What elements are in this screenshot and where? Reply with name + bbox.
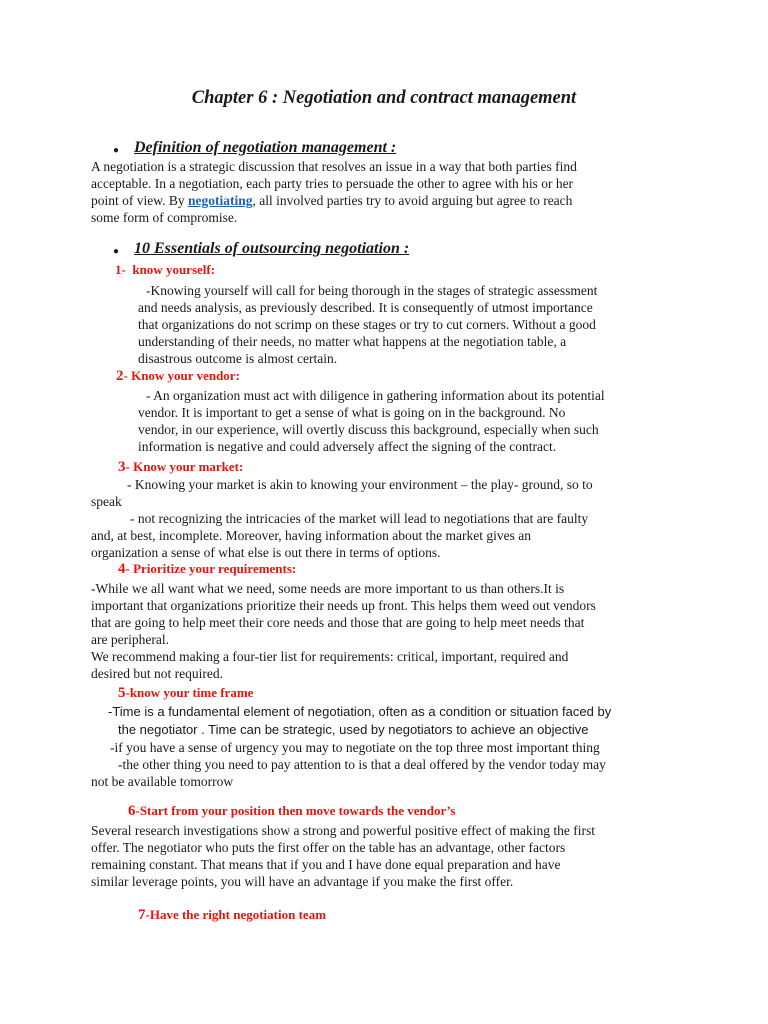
item-4-line-6: desired but not required. (91, 666, 223, 681)
item-6-number: 6 (128, 803, 136, 819)
item-6-line-1: Several research investigations show a strong and powerful positive effect of making the first (91, 823, 595, 838)
item-4-line-1: -While we all want what we need, some needs are more important to us than others.It is (91, 581, 565, 596)
item-3-number: 3 (118, 459, 126, 475)
definition-line-2: acceptable. In a negotiation, each party tries to persuade the other to agree with his or her (91, 176, 574, 191)
definition-line-3 (91, 192, 572, 209)
item-4-line-3: that are going to help meet their core needs and those that are going to help meet needs that (91, 615, 585, 630)
item-3-line-2: speak (91, 494, 122, 509)
item-6-heading (128, 803, 455, 820)
item-4-heading (118, 561, 296, 578)
item-3-heading (118, 459, 243, 476)
item-5-heading (118, 685, 253, 702)
item-5-line-5: not be available tomorrow (91, 774, 234, 789)
item-7-number: 7 (138, 907, 146, 923)
item-2-line-1: - An organization must act with diligence in gathering information about its potential (146, 388, 605, 403)
page-title: Chapter 6 : Negotiation and contract management (191, 88, 577, 108)
item-5-line-4: -the other thing you need to pay attention to is that a deal offered by the vendor today may (118, 757, 606, 772)
item-2-line-4: information is negative and could adversely affect the signing of the contract. (138, 439, 557, 454)
item-5-line-2: the negotiator . Time can be strategic, used by negotiators to achieve an objective (118, 722, 589, 737)
negotiating-link[interactable]: negotiating (188, 193, 253, 208)
item-7-label: -Have the right negotiation team (145, 907, 327, 922)
section-heading-definition: Definition of negotiation management : (134, 139, 397, 156)
item-1-number: 1- (115, 262, 126, 277)
item-2-label: - Know your vendor: (123, 368, 240, 383)
item-1-line-5: disastrous outcome is almost certain. (138, 351, 338, 366)
item-3-line-1: - Knowing your market is akin to knowing your environment – the play- ground, so to (127, 477, 593, 492)
definition-line-3-pre: point of view. By (91, 193, 188, 208)
item-4-line-4: are peripheral. (91, 632, 169, 647)
item-7-heading (138, 907, 326, 924)
item-5-label: -know your time frame (125, 685, 254, 700)
item-4-line-5: We recommend making a four-tier list for requirements: critical, important, required and (91, 649, 569, 664)
item-5-line-1: -Time is a fundamental element of negotiation, often as a condition or situation faced by (108, 704, 612, 719)
item-1-line-2: and needs analysis, as previously described. It is consequently of utmost importance (138, 300, 593, 315)
item-2-heading (116, 368, 240, 385)
item-3-line-4: and, at best, incomplete. Moreover, having information about the market gives an (91, 528, 531, 543)
definition-line-1: A negotiation is a strategic discussion that resolves an issue in a way that both parties find (91, 159, 577, 174)
item-4-number: 4 (118, 561, 126, 577)
item-4-line-2: important that organizations prioritize their needs up front. This helps them weed out vendors (91, 598, 596, 613)
item-5-line-3: -if you have a sense of urgency you may to negotiate on the top three most important thing (110, 740, 600, 755)
item-3-line-3: - not recognizing the intricacies of the market will lead to negotiations that are faulty (130, 511, 589, 526)
item-4-label: - Prioritize your requirements: (125, 561, 297, 576)
item-3-line-5: organization a sense of what else is out there in terms of options. (91, 545, 441, 560)
item-1-label: know yourself: (132, 262, 216, 277)
bullet-icon: ● (113, 246, 120, 257)
item-1-line-4: understanding of their needs, no matter what happens at the negotiation table, a (138, 334, 567, 349)
item-1-line-1: -Knowing yourself will call for being thorough in the stages of strategic assessment (146, 283, 598, 298)
definition-line-3-post: , all involved parties try to avoid arguing but agree to reach (252, 193, 573, 208)
item-3-label: - Know your market: (125, 459, 244, 474)
section-heading-essentials: 10 Essentials of outsourcing negotiation : (134, 240, 410, 257)
item-2-number: 2 (116, 368, 124, 384)
item-2-line-3: vendor, in our experience, will overtly discuss this background, especially when such (138, 422, 599, 437)
item-1-line-3: that organizations do not scrimp on these stages or try to cut corners. Without a good (138, 317, 596, 332)
item-6-line-2: offer. The negotiator who puts the first offer on the table has an advantage, other factors (91, 840, 566, 855)
bullet-icon: ● (113, 145, 120, 156)
item-5-number: 5 (118, 685, 126, 701)
item-1-heading (115, 262, 215, 278)
definition-line-4: some form of compromise. (91, 210, 238, 225)
item-6-label: -Start from your position then move towards the vendor’s (135, 803, 456, 818)
item-6-line-3: remaining constant. That means that if you and I have done equal preparation and have (91, 857, 561, 872)
item-6-line-4: similar leverage points, you will have an advantage if you make the first offer. (91, 874, 514, 889)
item-2-line-2: vendor. It is important to get a sense of what is going on in the background. No (138, 405, 566, 420)
